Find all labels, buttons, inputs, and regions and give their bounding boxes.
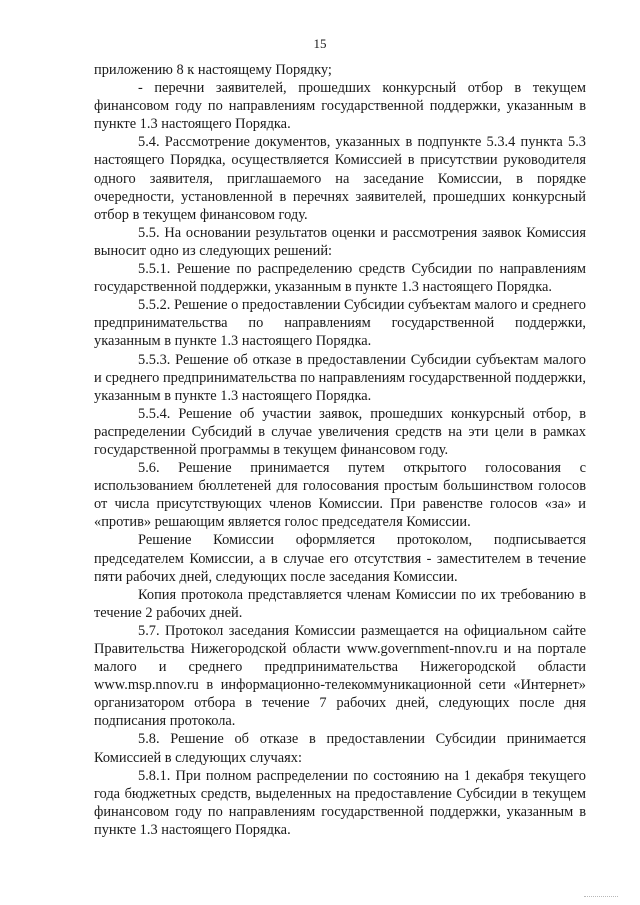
paragraph-protocol-copy: Копия протокола представляется членам Комиссии по их требованию в течение 2 рабочих дней. bbox=[94, 586, 586, 621]
paragraph-5-5-3: 5.5.3. Решение об отказе в предоставлении Субсидии субъектам малого и среднего предпринимательства по направлениям государственной поддержки, указанным в пункте 1.3 настоящего Порядка. bbox=[94, 351, 586, 404]
paragraph-5-5-4: 5.5.4. Решение об участии заявок, прошедших конкурсный отбор, в распределении Субсидий в случае увеличения средств на эти цели в рамках государственной программы в текущем финансовом году. bbox=[94, 405, 586, 458]
paragraph-5-8: 5.8. Решение об отказе в предоставлении Субсидии принимается Комиссией в следующих случаях: bbox=[94, 731, 586, 766]
paragraph-decision-protocol: Решение Комиссии оформляется протоколом, подписывается председателем Комиссии, а в случае его отсутствия - заместителем в течение пяти рабочих дней, следующих после заседания Комиссии. bbox=[94, 532, 586, 585]
paragraph-5-4: 5.4. Рассмотрение документов, указанных в подпункте 5.3.4 пункта 5.3 настоящего Порядка, осуществляется Комиссией в присутствии руководителя одного заявителя, приглашаемого на заседание Комиссии, в порядке очередности, установленной в перечнях заявителей, прошедших конкурсный отбор в текущем финансовом году. bbox=[94, 134, 586, 223]
paragraph-5-6: 5.6. Решение принимается путем открытого голосования с использованием бюллетеней для голосования простым большинством голосов от числа присутствующих членов Комиссии. При равенстве голосов «за» и «против» решающим является голос председателя Комиссии. bbox=[94, 460, 586, 531]
paragraph-applicant-lists: - перечни заявителей, прошедших конкурсный отбор в текущем финансовом году по направлениям государственной поддержки, указанным в пункте 1.3 настоящего Порядка. bbox=[94, 80, 586, 133]
paragraph-5-5-1: 5.5.1. Решение по распределению средств Субсидии по направлениям государственной поддержки, указанным в пункте 1.3 настоящего Порядка. bbox=[94, 261, 586, 296]
paragraph-5-5-2: 5.5.2. Решение о предоставлении Субсидии субъектам малого и среднего предпринимательства по направлениям государственной поддержки, указанным в пункте 1.3 настоящего Порядка. bbox=[94, 297, 586, 350]
paragraph-5-8-1: 5.8.1. При полном распределении по состоянию на 1 декабря текущего года бюджетных средств, выделенных на предоставление Субсидии в текущем финансовом году по направлениям государственной поддержки, указанным в пункте 1.3 настоящего Порядка. bbox=[94, 767, 586, 838]
paragraph-continuation: приложению 8 к настоящему Порядку; bbox=[94, 62, 332, 78]
paragraph-5-7: 5.7. Протокол заседания Комиссии размещается на официальном сайте Правительства Нижегородской области www.government-nnov.ru и на портале малого и среднего предпринимательства Нижегородской области www.msp.nnov.ru в информационно-телекоммуникационной сети «Интернет» организатором отбора в течение 7 рабочих дней, следующих после дня подписания протокола. bbox=[94, 622, 586, 730]
document-body bbox=[94, 61, 586, 839]
paragraph-5-5: 5.5. На основании результатов оценки и рассмотрения заявок Комиссия выносит одно из следующих решений: bbox=[94, 224, 586, 259]
scan-mark bbox=[584, 896, 618, 899]
page-number: 15 bbox=[313, 36, 327, 51]
